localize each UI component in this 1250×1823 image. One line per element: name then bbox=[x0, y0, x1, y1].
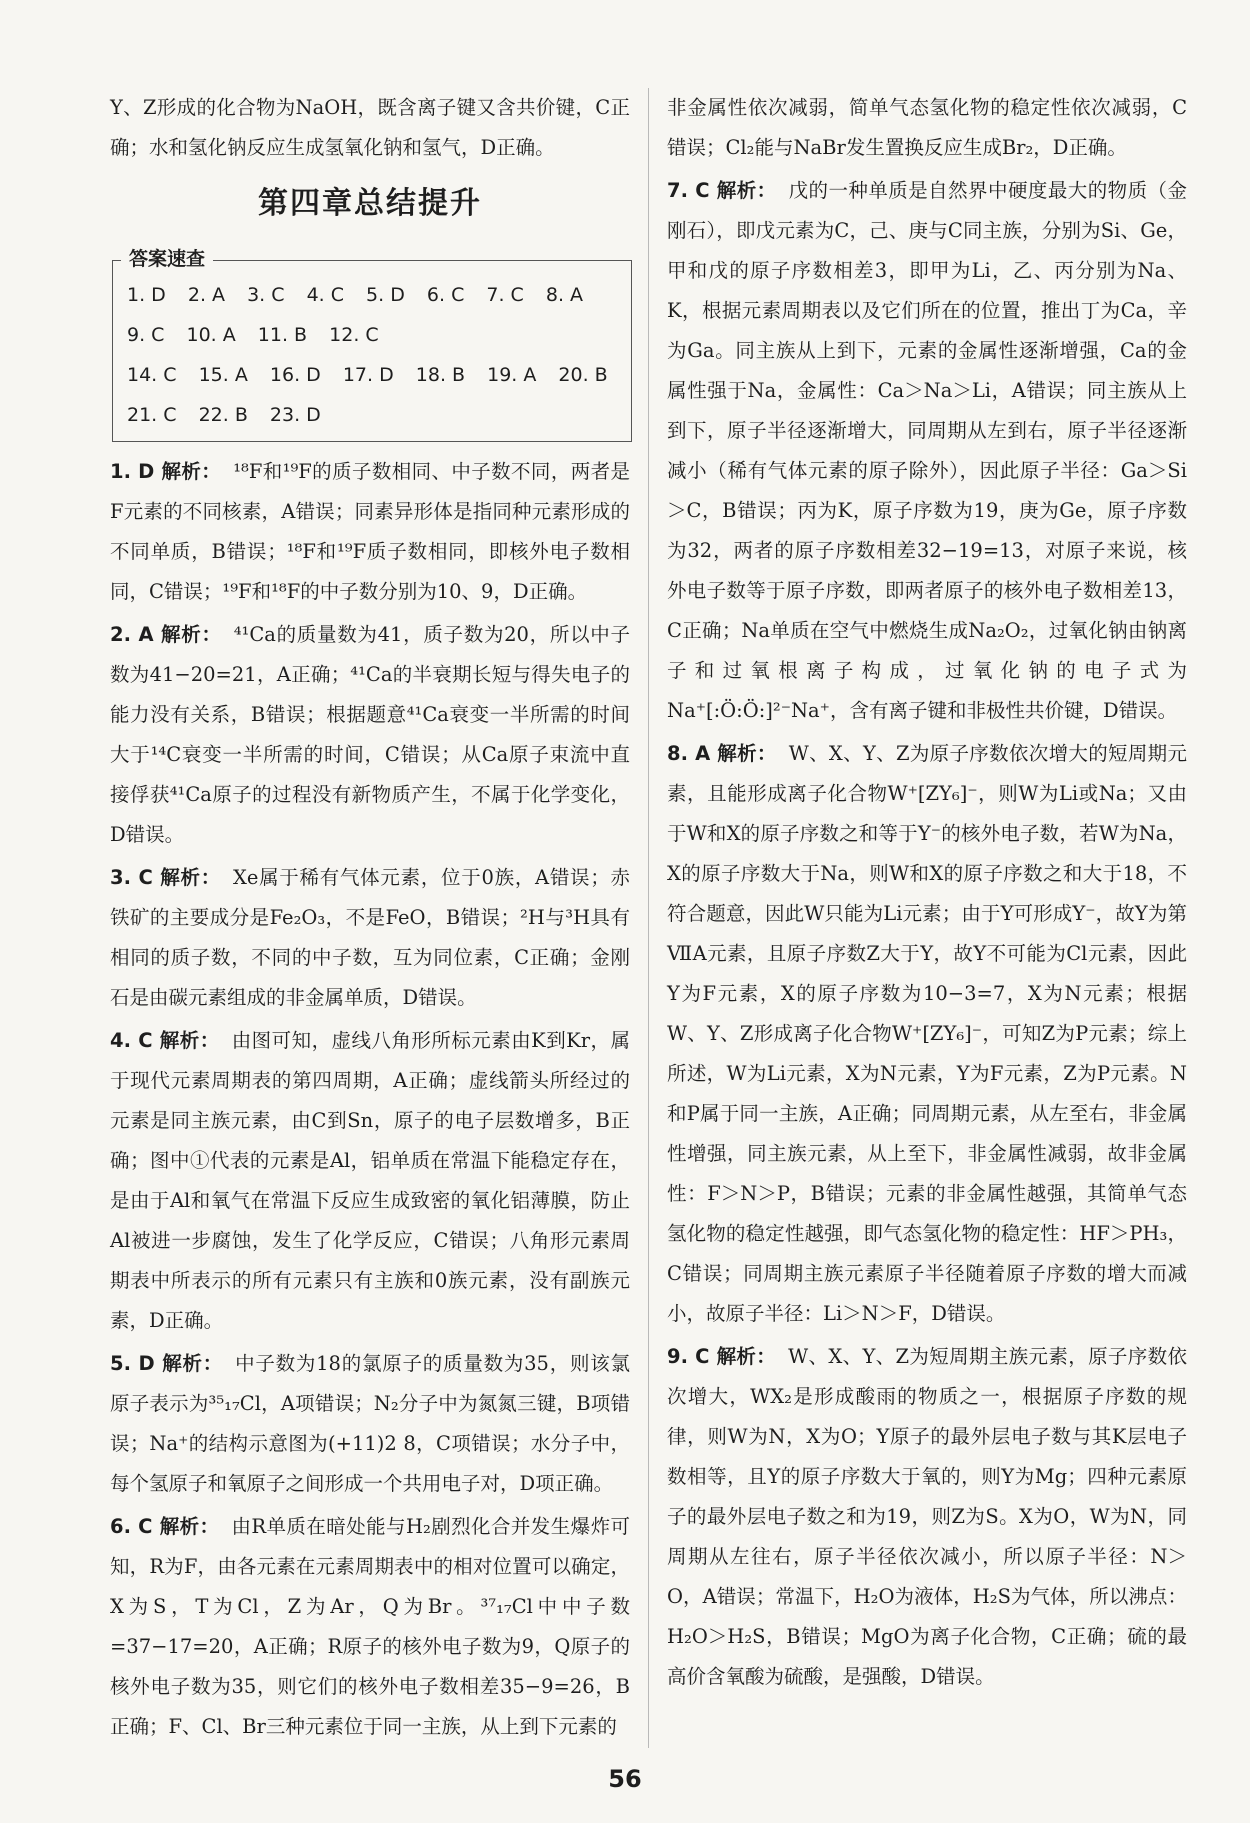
answer-row bbox=[127, 315, 617, 355]
column-divider bbox=[648, 88, 649, 1748]
answer-row bbox=[127, 395, 617, 435]
answer-item: 23. D bbox=[269, 404, 321, 426]
explanation-item bbox=[110, 615, 630, 855]
answer-item: 6. C bbox=[426, 284, 465, 306]
question-label: 3. C 解析： bbox=[110, 866, 221, 889]
explanation-item bbox=[667, 171, 1187, 731]
question-label: 5. D 解析： bbox=[110, 1352, 224, 1375]
left-column bbox=[110, 88, 630, 1750]
answer-item: 18. B bbox=[415, 364, 466, 386]
explanation-item bbox=[110, 452, 630, 612]
answer-item: 17. D bbox=[342, 364, 394, 386]
explanation-item bbox=[110, 1344, 630, 1504]
answer-item: 15. A bbox=[198, 364, 248, 386]
question-label: 4. C 解析： bbox=[110, 1029, 220, 1052]
explanation-text: W、X、Y、Z为短周期主族元素，原子序数依次增大，WX₂是形成酸雨的物质之一，根据原子序数的规律，则W为N，X为O；Y原子的最外层电子数与其K层电子数相等，且Y的原子序数大于氧的，则Y为Mg；四种元素原子的最外层电子数之和为19，则Z为S。X为O，W为N，同周期从左往右，原子半径依次减小，所以原子半径：N＞O，A错误；常温下，H₂O为液体，H₂S为气体，所以沸点：H₂O＞H₂S，B错误；MgO为离子化合物，C正确；硫的最高价含氧酸为硫酸，是强酸，D错误。 bbox=[667, 1345, 1187, 1688]
explanation-item bbox=[667, 734, 1187, 1334]
answer-item: 5. D bbox=[366, 284, 405, 306]
answer-item: 19. A bbox=[487, 364, 537, 386]
explanation-text: 由图可知，虚线八角形所标元素由K到Kr，属于现代元素周期表的第四周期，A正确；虚线箭头所经过的元素是同主族元素，由C到Sn，原子的电子层数增多，B正确；图中①代表的元素是Al，铝单质在常温下能稳定存在，是由于Al和氧气在常温下反应生成致密的氧化铝薄膜，防止Al被进一步腐蚀，发生了化学反应，C错误；八角形元素周期表中所表示的所有元素只有主族和0族元素，没有副族元素，D正确。 bbox=[110, 1029, 630, 1332]
question-label: 7. C 解析： bbox=[667, 179, 777, 202]
answer-item: 22. B bbox=[198, 404, 248, 426]
answer-item: 16. D bbox=[269, 364, 321, 386]
intro-paragraph: Y、Z形成的化合物为NaOH，既含离子键又含共价键，C正确；水和氢化钠反应生成氢氧化钠和氢气，D正确。 bbox=[110, 96, 630, 159]
question-label: 1. D 解析： bbox=[110, 460, 222, 483]
explanation-text: ⁴¹Ca的质量数为41，质子数为20，所以中子数为41−20=21，A正确；⁴¹Ca的半衰期长短与得失电子的能力没有关系，B错误；根据题意⁴¹Ca衰变一半所需的时间大于¹⁴C衰变一半所需的时间，C错误；从Ca原子束流中直接俘获⁴¹Ca原子的过程没有新物质产生，不属于化学变化，D错误。 bbox=[110, 623, 630, 846]
question-label: 8. A 解析： bbox=[667, 742, 777, 765]
answer-item: 1. D bbox=[127, 284, 166, 306]
continuation-paragraph: 非金属性依次减弱，简单气态氢化物的稳定性依次减弱，C错误；Cl₂能与NaBr发生置换反应生成Br₂，D正确。 bbox=[667, 96, 1187, 159]
answer-item: 3. C bbox=[247, 284, 285, 306]
explanation-text: 戊的一种单质是自然界中硬度最大的物质（金刚石），即戊元素为C，己、庚与C同主族，分别为Si、Ge，甲和戊的原子序数相差3，即甲为Li，乙、丙分别为Na、K，根据元素周期表以及它们所在的位置，推出丁为Ca，辛为Ga。同主族从上到下，元素的金属性逐渐增强，Ca的金属性强于Na，金属性：Ca＞Na＞Li，A错误；同主族从上到下，原子半径逐渐增大，同周期从左到右，原子半径逐渐减小（稀有气体元素的原子除外），因此原子半径：Ga＞Si＞C，B错误；丙为K，原子序数为19，庚为Ge，原子序数为32，两者的原子序数相差32−19=13，对原子来说，核外电子数等于原子序数，即两者原子的核外电子数相差13，C正确；Na单质在空气中燃烧生成Na₂O₂，过氧化钠由钠离子和过氧根离子构成，过氧化钠的电子式为Na⁺[:Ö:Ö:]²⁻Na⁺，含有离子键和非极性共价键，D错误。 bbox=[667, 179, 1187, 722]
explanation-item bbox=[667, 1337, 1187, 1697]
explanation-text: 由R单质在暗处能与H₂剧烈化合并发生爆炸可知，R为F，由各元素在元素周期表中的相对位置可以确定，X为S，T为Cl，Z为Ar，Q为Br。³⁷₁₇Cl中中子数=37−17=20，A正确；R原子的核外电子数为9，Q原子的核外电子数为35，则它们的核外电子数相差35−9=26，B正确；F、Cl、Br三种元素位于同一主族，从上到下元素的 bbox=[110, 1515, 630, 1738]
answer-box-label: 答案速查 bbox=[121, 246, 213, 272]
answer-item: 11. B bbox=[257, 324, 308, 346]
right-column bbox=[667, 88, 1187, 1700]
explanation-item bbox=[110, 858, 630, 1018]
answer-item: 7. C bbox=[486, 284, 524, 306]
page-number: 56 bbox=[608, 1765, 642, 1793]
explanation-text: W、X、Y、Z为原子序数依次增大的短周期元素，且能形成离子化合物W⁺[ZY₆]⁻，则W为Li或Na；又由于W和X的原子序数之和等于Y⁻的核外电子数，若W为Na，X的原子序数大于Na，则W和X的原子序数之和大于18，不符合题意，因此W只能为Li元素；由于Y可形成Y⁻，故Y为第ⅦA元素，且原子序数Z大于Y，故Y不可能为Cl元素，因此Y为F元素，X的原子序数为10−3=7，X为N元素；根据W、Y、Z形成离子化合物W⁺[ZY₆]⁻，可知Z为P元素；综上所述，W为Li元素，X为N元素，Y为F元素，Z为P元素。N和P属于同一主族，A正确；同周期元素，从左至右，非金属性增强，同主族元素，从上至下，非金属性减弱，故非金属性：F＞N＞P，B错误；元素的非金属性越强，其简单气态氢化物的稳定性越强，即气态氢化物的稳定性：HF＞PH₃，C错误；同周期主族元素原子半径随着原子序数的增大而减小，故原子半径：Li＞N＞F，D错误。 bbox=[667, 742, 1187, 1325]
question-label: 6. C 解析： bbox=[110, 1515, 220, 1538]
answer-row bbox=[127, 275, 617, 315]
answer-item: 9. C bbox=[127, 324, 165, 346]
answer-item: 8. A bbox=[545, 284, 584, 306]
answer-item: 4. C bbox=[306, 284, 344, 306]
question-label: 9. C 解析： bbox=[667, 1345, 777, 1368]
explanation-item bbox=[110, 1021, 630, 1341]
explanation-text: 中子数为18的氯原子的质量数为35，则该氯原子表示为³⁵₁₇Cl，A项错误；N₂分子中为氮氮三键，B项错误；Na⁺的结构示意图为(+11)2 8，C项错误；水分子中，每个氢原子和氧原子之间形成一个共用电子对，D项正确。 bbox=[110, 1352, 630, 1495]
explanation-item bbox=[110, 1507, 630, 1747]
answer-item: 20. B bbox=[558, 364, 608, 386]
chapter-title: 第四章总结提升 bbox=[258, 186, 482, 221]
explanation-text: ¹⁸F和¹⁹F的质子数相同、中子数不同，两者是F元素的不同核素，A错误；同素异形体是指同种元素形成的不同单质，B错误；¹⁸F和¹⁹F质子数相同，即核外电子数相同，C错误；¹⁹F和¹⁸F的中子数分别为10、9，D正确。 bbox=[110, 460, 630, 603]
answer-item: 14. C bbox=[127, 364, 177, 386]
answer-item: 10. A bbox=[186, 324, 236, 346]
answer-item: 12. C bbox=[329, 324, 379, 346]
answer-box bbox=[112, 248, 632, 442]
question-label: 2. A 解析： bbox=[110, 623, 222, 646]
answer-item: 21. C bbox=[127, 404, 177, 426]
answer-row bbox=[127, 355, 617, 395]
explanation-text: Xe属于稀有气体元素，位于0族，A错误；赤铁矿的主要成分是Fe₂O₃，不是FeO，B错误；²H与³H具有相同的质子数，不同的中子数，互为同位素，C正确；金刚石是由碳元素组成的非金属单质，D错误。 bbox=[110, 866, 630, 1009]
answer-item: 2. A bbox=[187, 284, 226, 306]
